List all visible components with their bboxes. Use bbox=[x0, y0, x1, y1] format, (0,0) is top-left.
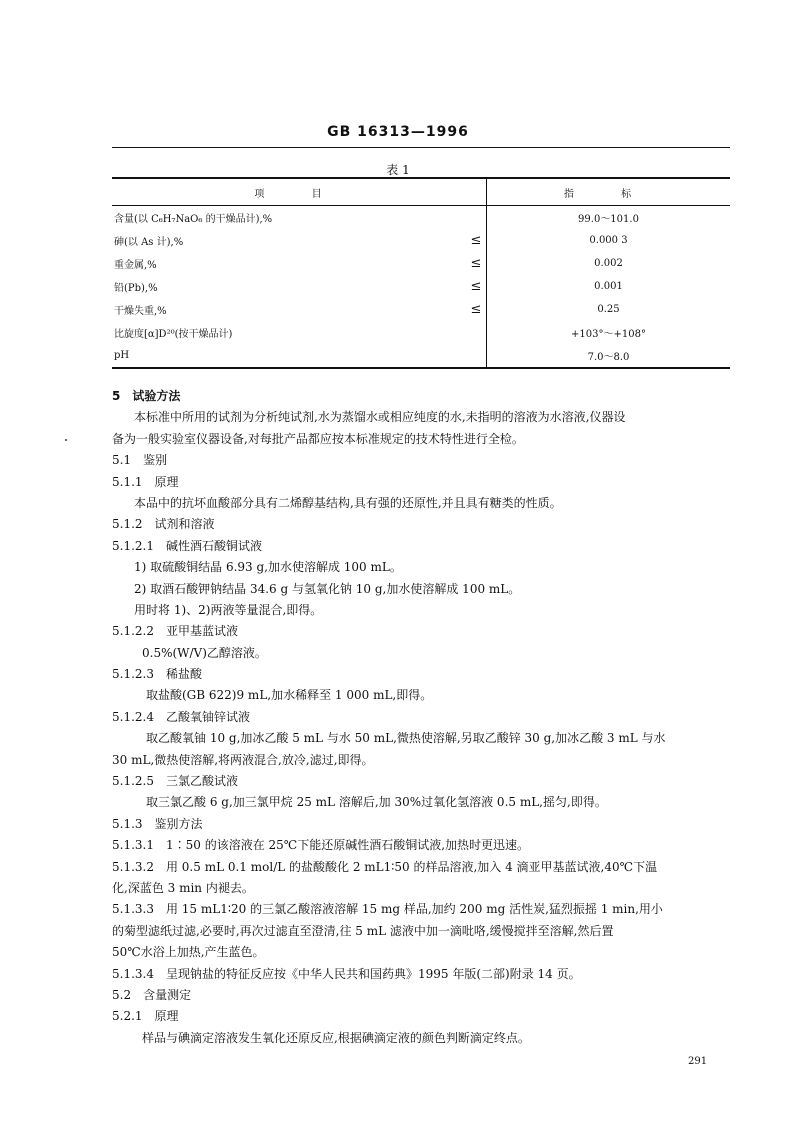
table-row bbox=[112, 206, 730, 230]
row-value: 0.25 bbox=[597, 304, 620, 315]
text-line: 5.1 鉴别 bbox=[112, 453, 168, 468]
text-line: 5.1.3.4 呈现钠盐的特征反应按《中华人民共和国药典》1995 年版(二部)附录 14 页。 bbox=[112, 966, 581, 981]
text-line: 5.1.2.3 稀盐酸 bbox=[112, 667, 202, 682]
row-item: 铅(Pb),% bbox=[114, 283, 158, 294]
text-line: 2) 取酒石酸钾钠结晶 34.6 g 与氢氧化钠 10 g,加水使溶解成 100 mL。 bbox=[134, 581, 521, 596]
row-symbol bbox=[466, 206, 487, 230]
row-value: 99.0～101.0 bbox=[578, 214, 639, 225]
scan-speck bbox=[65, 439, 67, 441]
text-line: 本品中的抗坏血酸部分具有二烯醇基结构,具有强的还原性,并且具有糖类的性质。 bbox=[134, 495, 562, 510]
row-value: 0.002 bbox=[594, 258, 623, 269]
text-line: 5.1.2 试剂和溶液 bbox=[112, 517, 215, 532]
text-line: 5.1.3.1 1∶50 的该溶液在 25℃下能还原碱性酒石酸铜试液,加热时更迅速。 bbox=[112, 838, 530, 853]
table-caption: 表 1 bbox=[386, 163, 410, 177]
col-header-value: 指 标 bbox=[487, 178, 731, 206]
text-line: 5 试验方法 bbox=[112, 389, 181, 403]
row-item: 含量(以 C₆H₇NaO₆ 的干燥品计),% bbox=[114, 214, 273, 225]
text-line: 5.1.2.4 乙酸氧铀锌试液 bbox=[112, 709, 250, 724]
text-line: 1) 取硫酸铜结晶 6.93 g,加水使溶解成 100 mL。 bbox=[134, 560, 402, 575]
row-item: 重金属,% bbox=[114, 260, 157, 271]
text-line: 5.1.3 鉴别方法 bbox=[112, 816, 203, 831]
row-item: pH bbox=[114, 350, 130, 361]
table-row bbox=[112, 275, 730, 298]
table-row bbox=[112, 344, 730, 368]
text-line: 取盐酸(GB 622)9 mL,加水稀释至 1 000 mL,即得。 bbox=[146, 688, 433, 703]
text-line: 本标准中所用的试剂为分析纯试剂,水为蒸馏水或相应纯度的水,未指明的溶液为水溶液,仪器设 bbox=[134, 410, 626, 425]
text-line: 5.2.1 原理 bbox=[112, 1009, 179, 1024]
table-row bbox=[112, 229, 730, 252]
row-value: 7.0～8.0 bbox=[587, 352, 630, 363]
text-line: 0.5%(W/V)乙醇溶液。 bbox=[142, 645, 267, 660]
text-line: 样品与碘滴定溶液发生氧化还原反应,根据碘滴定液的颜色判断滴定终点。 bbox=[142, 1030, 530, 1045]
text-line: 5.1.2.1 碱性酒石酸铜试液 bbox=[112, 538, 262, 553]
text-line: 用时将 1)、2)两液等量混合,即得。 bbox=[134, 602, 323, 617]
row-symbol bbox=[466, 344, 487, 368]
text-line: 5.1.1 原理 bbox=[112, 474, 179, 489]
header-rule bbox=[112, 147, 730, 148]
text-line: 50℃水浴上加热,产生蓝色。 bbox=[112, 945, 265, 960]
table-row bbox=[112, 321, 730, 344]
text-line: 5.1.2.5 三氯乙酸试液 bbox=[112, 774, 238, 789]
text-line: 取三氯乙酸 6 g,加三氯甲烷 25 mL 溶解后,加 30%过氧化氢溶液 0.5 mL,摇匀,即得。 bbox=[146, 795, 607, 810]
text-line: 5.1.2.2 亚甲基蓝试液 bbox=[112, 624, 238, 639]
text-line: 的菊型滤纸过滤,必要时,再次过滤直至澄清,往 5 mL 滤液中加一滴吡咯,缓慢搅拌至溶解,然后置 bbox=[112, 923, 614, 938]
text-line: 化,深蓝色 3 min 内褪去。 bbox=[112, 880, 254, 895]
row-item: 比旋度[α]D²⁰(按干燥品计) bbox=[114, 329, 233, 340]
row-value: 0.000 3 bbox=[589, 235, 628, 246]
row-symbol: ≤ bbox=[466, 275, 487, 298]
text-line: 30 mL,微热使溶解,将两液混合,放冷,滤过,即得。 bbox=[112, 752, 374, 767]
row-item: 干燥失重,% bbox=[114, 306, 167, 317]
row-symbol: ≤ bbox=[466, 252, 487, 275]
standard-number-header: GB 16313—1996 bbox=[327, 124, 469, 140]
row-item: 砷(以 As 计),% bbox=[114, 237, 184, 248]
row-symbol: ≤ bbox=[466, 229, 487, 252]
text-line: 5.1.3.3 用 15 mL1∶20 的三氯乙酸溶液溶解 15 mg 样品,加约 200 mg 活性炭,猛烈振摇 1 min,用小 bbox=[112, 902, 663, 917]
text-line: 5.2 含量测定 bbox=[112, 987, 192, 1002]
row-value: 0.001 bbox=[594, 281, 623, 292]
table-header-row bbox=[112, 178, 730, 206]
table-row bbox=[112, 252, 730, 275]
text-line: 5.1.3.2 用 0.5 mL 0.1 mol/L 的盐酸酸化 2 mL1∶50 的样品溶液,加入 4 滴亚甲基蓝试液,40℃下温 bbox=[112, 859, 658, 874]
text-line: 取乙酸氧铀 10 g,加冰乙酸 5 mL 与水 50 mL,微热使溶解,另取乙酸锌 30 g,加冰乙酸 3 mL 与水 bbox=[146, 731, 666, 746]
col-header-item: 项 目 bbox=[112, 178, 487, 206]
page-number: 291 bbox=[688, 1056, 708, 1067]
table-row bbox=[112, 298, 730, 321]
spec-table bbox=[112, 177, 730, 369]
text-line: 备为一般实验室仪器设备,对每批产品都应按本标准规定的技术特性进行全检。 bbox=[112, 431, 524, 446]
body-text bbox=[112, 386, 742, 1049]
row-symbol: ≤ bbox=[466, 298, 487, 321]
row-value: +103°～+108° bbox=[571, 329, 646, 340]
row-symbol bbox=[466, 321, 487, 344]
